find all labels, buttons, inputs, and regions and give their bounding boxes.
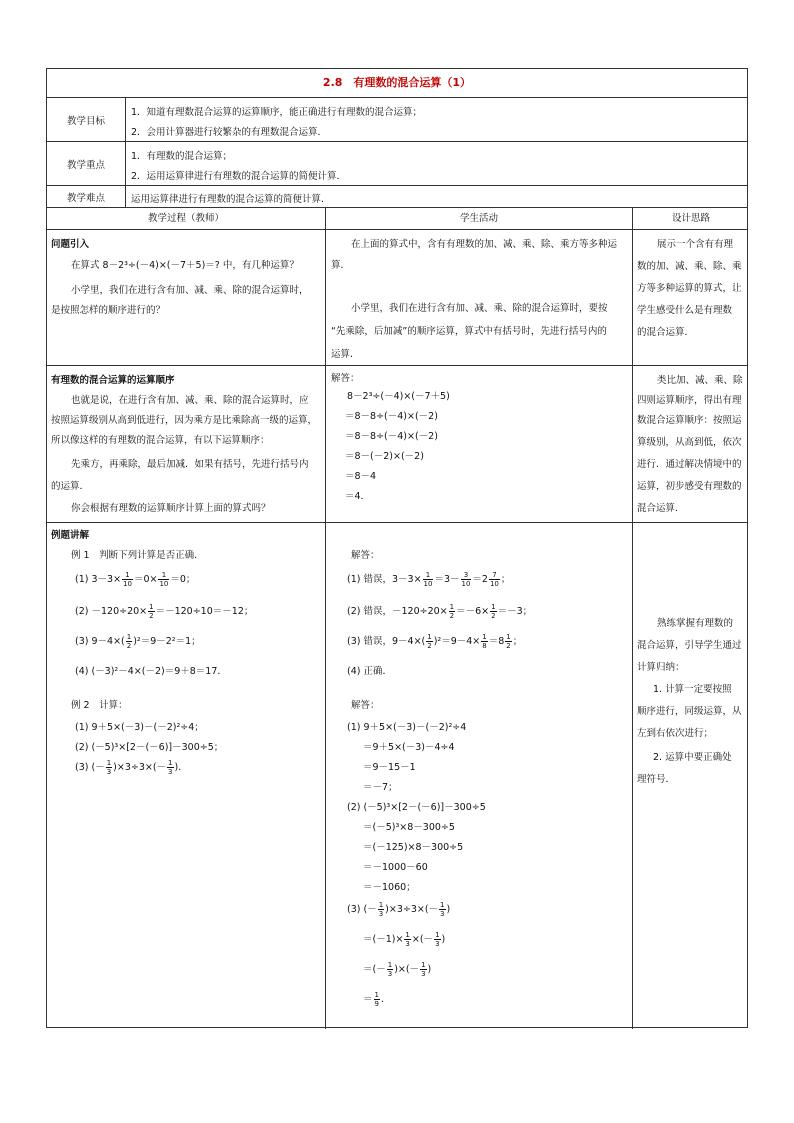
difficulty-label: 教学难点 xyxy=(66,192,105,204)
ans2-step: ＝ $\frac{1}{9}$ ． xyxy=(363,991,391,1008)
examples-design-line: 混合运算，引导学生通过 xyxy=(637,640,742,651)
examples-design-line: 顺序进行，同级运算，从 xyxy=(637,706,742,717)
intro-student-line: 运算． xyxy=(331,349,360,360)
section-order xyxy=(47,366,747,523)
ex1-head: 例 1 判断下列计算是否正确． xyxy=(71,550,204,561)
ans2-head: 解答： xyxy=(351,700,380,711)
examples-design-line: 左到右依次进行； xyxy=(637,728,714,739)
ans2-step: (3) (－ $\frac{1}{3}$ )×3÷3×(－ $\frac{1}{3}$ ) xyxy=(347,901,451,918)
intro-student-line: 小学里，我们在进行含有加、减、乘、除的混合运算时，要按 xyxy=(351,303,608,314)
ex1-item-3: (3) 9－4×( $\frac{1}{2}$ )²＝9－2²＝1； xyxy=(75,633,201,650)
order-teacher-line: 你会根据有理数的运算顺序计算上面的算式吗？ xyxy=(71,503,271,514)
ans2-step: ＝9＋5×(－3)－4÷4 xyxy=(363,742,455,753)
ans2-step: ＝－1000－60 xyxy=(363,862,428,873)
examples-design-line: 理符号． xyxy=(637,774,676,785)
intro-design-line: 展示一个含有有理 xyxy=(657,239,734,250)
intro-teacher-line: 小学里，我们在进行含有加、减、乘、除的混合运算时， xyxy=(71,285,309,296)
ans2-step: (2) (－5)³×[2－(－6)]－300÷5 xyxy=(347,802,486,813)
keypoints-item: 1．有理数的混合运算； xyxy=(131,151,233,162)
order-design-line: 算级别，从高到低，依次 xyxy=(637,437,742,448)
order-design-line: 类比加、减、乘、除 xyxy=(657,375,743,386)
section-intro xyxy=(47,230,747,366)
difficulty-text: 运用运算律进行有理数的混合运算的简便计算． xyxy=(131,194,331,205)
section-examples-title: 例题讲解 xyxy=(51,530,90,541)
header-teacher: 教学过程（教师） xyxy=(147,213,224,224)
ex2-item-3: (3) (－ $\frac{1}{3}$ )×3÷3×(－ $\frac{1}{3}$ )． xyxy=(75,759,188,776)
order-student-step: ＝8－8÷(－4)×(－2) xyxy=(345,411,438,422)
ans2-step: ＝(－125)×8－300÷5 xyxy=(363,842,464,853)
header-design: 设计思路 xyxy=(671,213,710,224)
order-student-step: 8－2³÷(－4)×(－7＋5) xyxy=(347,391,450,402)
order-design-line: 进行．通过解决情境中的 xyxy=(637,459,742,470)
keypoints-row xyxy=(47,142,747,186)
ans1-item-3: (3) 错误，9－4×( $\frac{1}{2}$ )²＝9－4× $\frac{1}{8}$ ＝8 $\frac{1}{2}$ ； xyxy=(347,633,523,650)
ans1-head: 解答： xyxy=(351,550,380,561)
goals-label: 教学目标 xyxy=(66,115,105,127)
section-intro-title: 问题引入 xyxy=(51,239,90,250)
goals-row xyxy=(47,98,747,142)
title-row xyxy=(47,69,747,98)
intro-student-line: 在上面的算式中，含有有理数的加、减、乘、除、乘方等多种运 xyxy=(351,239,618,250)
order-design-line: 数混合运算顺序：按照运 xyxy=(637,415,742,426)
intro-design-line: 学生感受什么是有理数 xyxy=(637,305,733,316)
page-title: 2.8 有理数的混合运算（1） xyxy=(322,76,472,89)
examples-design-line: 2. 运算中要正确处 xyxy=(653,752,732,763)
lesson-plan-table xyxy=(46,68,748,1028)
ans2-step: ＝(－5)³×8－300÷5 xyxy=(363,822,455,833)
order-teacher-line: 按照运算级别从高到低进行，因为乘方是比乘除高一级的运算， xyxy=(51,415,318,426)
ans1-item-4: (4) 正确． xyxy=(347,666,392,677)
goals-item: 2．会用计算器进行较繁杂的有理数混合运算． xyxy=(131,127,328,138)
goals-item: 1．知道有理数混合运算的运算顺序，能正确进行有理数的混合运算； xyxy=(131,107,423,118)
ex2-item-1: (1) 9＋5×(－3)－(－2)²÷4； xyxy=(75,722,204,733)
intro-student-line: “先乘除，后加减”的顺序运算，算式中有括号时，先进行括号内的 xyxy=(331,326,607,337)
order-design-line: 混合运算． xyxy=(637,503,685,514)
intro-teacher-line: 是按照怎样的顺序进行的？ xyxy=(51,305,166,316)
intro-teacher-line: 在算式 8－2³÷(－4)×(－7＋5)＝? 中，有几种运算？ xyxy=(71,260,299,271)
examples-design-line: 计算归纳： xyxy=(637,662,685,673)
order-teacher-line: 所以像这样的有理数的混合运算，有以下运算顺序： xyxy=(51,435,270,446)
ans1-item-2: (2) 错误，－120÷20× $\frac{1}{2}$ ＝－6× $\frac{1}{2}$ ＝－3； xyxy=(347,603,533,620)
order-student-step: ＝8－8÷(－4)×(－2) xyxy=(345,431,438,442)
section-order-title: 有理数的混合运算的运算顺序 xyxy=(51,375,175,386)
order-student-step: ＝8－(－2)×(－2) xyxy=(345,451,424,462)
order-teacher-line: 也就是说，在进行含有加、减、乘、除的混合运算时，应 xyxy=(71,395,309,406)
intro-design-line: 的混合运算． xyxy=(637,327,695,338)
ex1-item-4: (4) (－3)²－4×(－2)＝9＋8＝17． xyxy=(75,666,227,677)
ans2-step: ＝9－15－1 xyxy=(363,762,416,773)
ex1-item-1: (1) 3－3× $\frac{1}{10}$ ＝0× $\frac{1}{10}$ ＝0； xyxy=(75,571,196,588)
keypoints-label: 教学重点 xyxy=(66,159,105,171)
order-student-step: ＝4． xyxy=(345,491,371,502)
intro-design-line: 方等多种运算的算式，让 xyxy=(637,283,742,294)
ex1-item-2: (2) －120÷20× $\frac{1}{2}$ ＝－120÷10＝－12； xyxy=(75,603,254,620)
order-design-line: 四则运算顺序，得出有理 xyxy=(637,395,742,406)
ex2-head: 例 2 计算： xyxy=(71,700,128,711)
column-header-row xyxy=(47,208,747,230)
ans2-step: ＝(－1)× $\frac{1}{3}$ ×(－ $\frac{1}{3}$ ) xyxy=(363,931,446,948)
ans2-step: (1) 9＋5×(－3)－(－2)²÷4 xyxy=(347,722,467,733)
ans1-item-1: (1) 错误，3－3× $\frac{1}{10}$ ＝3－ $\frac{3}{10}$ ＝2 $\frac{7}{10}$ ； xyxy=(347,571,511,588)
difficulty-row xyxy=(47,186,747,208)
intro-student-line: 算． xyxy=(331,260,351,271)
order-teacher-line: 的运算． xyxy=(51,481,90,492)
order-student-step: ＝8－4 xyxy=(345,471,377,482)
ans2-step: ＝－7； xyxy=(363,782,398,793)
ans2-step: ＝(－ $\frac{1}{3}$ )×(－ $\frac{1}{3}$ ) xyxy=(363,961,432,978)
order-design-line: 运算，初步感受有理数的 xyxy=(637,481,742,492)
examples-design-line: 1. 计算一定要按照 xyxy=(653,684,732,695)
examples-design-line: 熟练掌握有理数的 xyxy=(657,618,734,629)
intro-design-line: 数的加、减、乘、除、乘 xyxy=(637,261,742,272)
section-examples xyxy=(47,523,747,1029)
order-student-head: 解答： xyxy=(331,373,360,384)
order-teacher-line: 先乘方，再乘除，最后加减．如果有括号，先进行括号内 xyxy=(71,459,309,470)
keypoints-item: 2．运用运算律进行有理数的混合运算的简便计算． xyxy=(131,171,347,182)
header-student: 学生活动 xyxy=(459,213,498,224)
ex2-item-2: (2) (－5)³×[2－(－6)]－300÷5； xyxy=(75,742,224,753)
ans2-step: ＝－1060； xyxy=(363,882,416,893)
